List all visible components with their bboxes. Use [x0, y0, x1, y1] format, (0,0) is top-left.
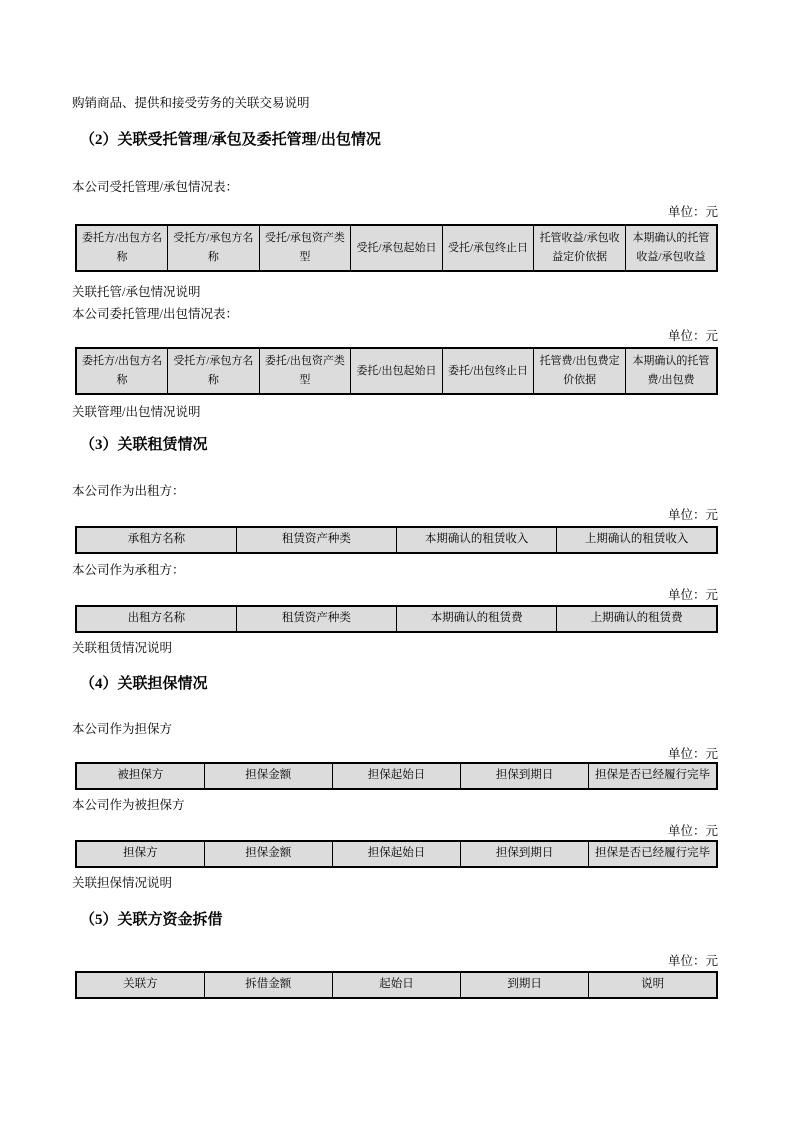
related-transaction-note: 购销商品、提供和接受劳务的关联交易说明: [72, 96, 310, 110]
entrusted-table-intro: 本公司受托管理/承包情况表：: [72, 180, 238, 194]
unit-label: 单位：元: [667, 205, 718, 219]
column-header: 委托/出包起始日: [351, 348, 443, 394]
column-header: 担保方: [76, 841, 204, 867]
entrusted-management-table: [75, 224, 718, 272]
column-header: 出租方名称: [76, 606, 236, 632]
outsource-table-intro: 本公司委托管理/出包情况表：: [72, 307, 238, 321]
column-header: 本期确认的租赁收入: [397, 527, 557, 553]
unit-label: 单位：元: [667, 329, 718, 343]
column-header: 托管收益/承包收益定价依据: [534, 225, 626, 271]
column-header: 担保到期日: [461, 763, 589, 789]
lessee-table: [75, 605, 718, 633]
lessee-intro: 本公司作为承租方：: [72, 563, 185, 577]
column-header: 担保是否已经履行完毕: [589, 841, 717, 867]
guarantor-table: [75, 762, 718, 790]
column-header: 上期确认的租赁收入: [557, 527, 717, 553]
column-header: 受托/承包起始日: [351, 225, 443, 271]
column-header: 受托方/承包方名称: [168, 348, 260, 394]
column-header: 委托/出包终止日: [442, 348, 534, 394]
column-header: 租赁资产种类: [236, 606, 396, 632]
column-header: 本期确认的托管收益/承包收益: [625, 225, 717, 271]
table-header-row: [76, 348, 717, 394]
column-header: 本期确认的租赁费: [397, 606, 557, 632]
unit-label: 单位：元: [667, 508, 718, 522]
outsource-management-table: [75, 347, 718, 395]
table-header-row: [76, 841, 717, 867]
column-header: 委托方/出包方名称: [76, 348, 168, 394]
unit-label: 单位：元: [667, 824, 718, 838]
column-header: 承租方名称: [76, 527, 236, 553]
column-header: 本期确认的托管费/出包费: [625, 348, 717, 394]
column-header: 委托方/出包方名称: [76, 225, 168, 271]
unit-label: 单位：元: [667, 588, 718, 602]
column-header: 拆借金额: [204, 972, 332, 998]
column-header: 担保金额: [204, 841, 332, 867]
lessor-table: [75, 526, 718, 554]
column-header: 受托方/承包方名称: [168, 225, 260, 271]
unit-label: 单位：元: [667, 747, 718, 761]
guaranteed-intro: 本公司作为被担保方: [72, 798, 185, 812]
section-3-heading: （3）关联租赁情况: [80, 437, 208, 453]
column-header: 委托/出包资产类型: [259, 348, 351, 394]
column-header: 担保到期日: [461, 841, 589, 867]
column-header: 担保金额: [204, 763, 332, 789]
related-party-lending-table: [75, 971, 718, 999]
lessor-intro: 本公司作为出租方：: [72, 484, 185, 498]
table-header-row: [76, 972, 717, 998]
column-header: 受托/承包资产类型: [259, 225, 351, 271]
table-header-row: [76, 527, 717, 553]
table-header-row: [76, 606, 717, 632]
section-2-heading: （2）关联受托管理/承包及委托管理/出包情况: [80, 132, 381, 148]
column-header: 托管费/出包费定价依据: [534, 348, 626, 394]
column-header: 到期日: [461, 972, 589, 998]
lease-note: 关联租赁情况说明: [72, 641, 173, 655]
section-4-heading: （4）关联担保情况: [80, 676, 208, 692]
guarantor-intro: 本公司作为担保方: [72, 722, 173, 736]
column-header: 担保起始日: [332, 841, 460, 867]
guarantee-note: 关联担保情况说明: [72, 876, 173, 890]
table-header-row: [76, 225, 717, 271]
column-header: 说明: [589, 972, 717, 998]
outsource-note: 关联管理/出包情况说明: [72, 405, 201, 419]
column-header: 受托/承包终止日: [442, 225, 534, 271]
table-header-row: [76, 763, 717, 789]
column-header: 被担保方: [76, 763, 204, 789]
column-header: 担保是否已经履行完毕: [589, 763, 717, 789]
guaranteed-table: [75, 840, 718, 868]
column-header: 起始日: [332, 972, 460, 998]
column-header: 租赁资产种类: [236, 527, 396, 553]
column-header: 关联方: [76, 972, 204, 998]
section-5-heading: （5）关联方资金拆借: [80, 912, 223, 928]
column-header: 上期确认的租赁费: [557, 606, 717, 632]
entrusted-note: 关联托管/承包情况说明: [72, 285, 201, 299]
column-header: 担保起始日: [332, 763, 460, 789]
unit-label: 单位：元: [667, 954, 718, 968]
